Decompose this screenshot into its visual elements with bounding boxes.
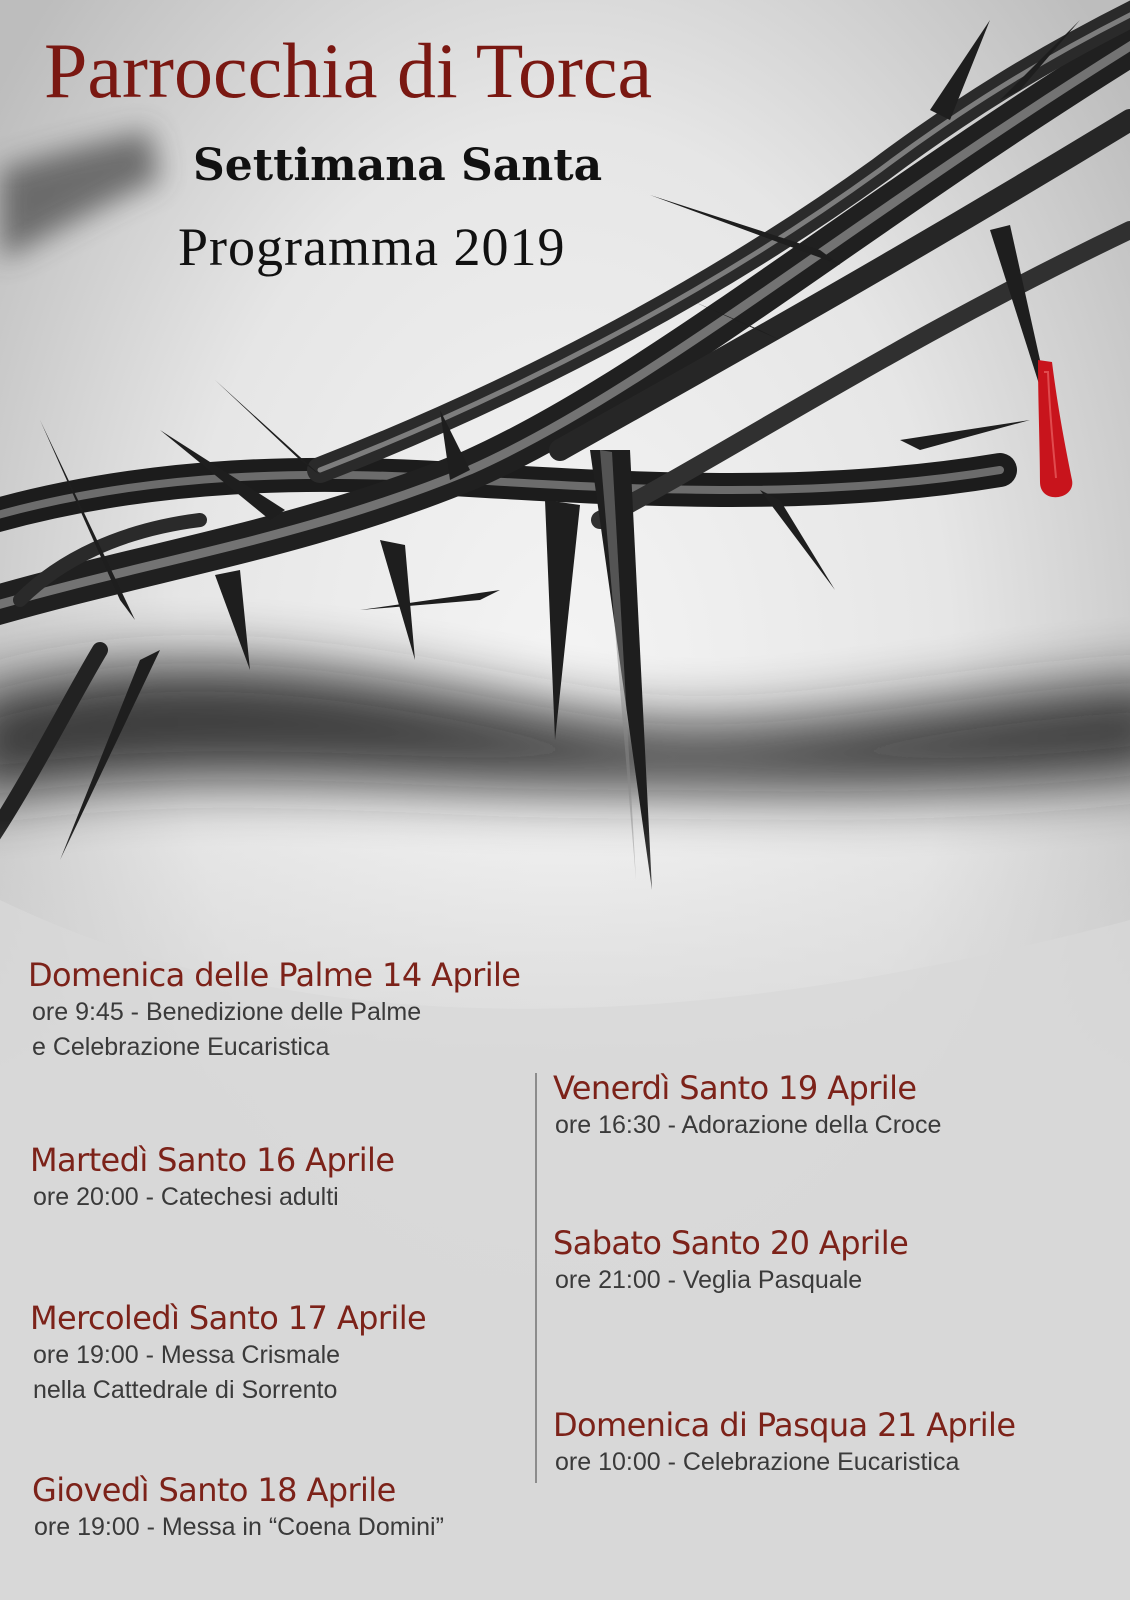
- event-day: Venerdì Santo 19 Aprile: [553, 1069, 917, 1107]
- event-detail: nella Cattedrale di Sorrento: [33, 1376, 338, 1404]
- event-detail: ore 9:45 - Benedizione delle Palme: [32, 998, 422, 1026]
- event-holy-tuesday: [30, 1140, 394, 1215]
- event-detail: ore 10:00 - Celebrazione Eucaristica: [555, 1448, 960, 1476]
- event-holy-wednesday: [30, 1298, 426, 1408]
- event-holy-saturday: [553, 1223, 908, 1298]
- event-day: Mercoledì Santo 17 Aprile: [30, 1299, 427, 1337]
- event-day: Sabato Santo 20 Aprile: [553, 1224, 909, 1262]
- event-detail: ore 16:30 - Adorazione della Croce: [555, 1111, 942, 1139]
- event-palm-sunday: [28, 955, 520, 1065]
- event-detail: ore 19:00 - Messa in “Coena Domini”: [34, 1513, 444, 1541]
- event-detail: e Celebrazione Eucaristica: [32, 1033, 330, 1061]
- column-divider: [535, 1073, 537, 1483]
- event-detail: ore 19:00 - Messa Crismale: [33, 1341, 341, 1369]
- event-day: Giovedì Santo 18 Aprile: [32, 1471, 396, 1509]
- event-day: Domenica delle Palme 14 Aprile: [28, 956, 521, 994]
- event-easter-sunday: [553, 1405, 1015, 1480]
- event-holy-thursday: [32, 1470, 444, 1545]
- page-title: Parrocchia di Torca: [44, 27, 653, 114]
- event-day: Martedì Santo 16 Aprile: [30, 1141, 395, 1179]
- event-detail: ore 21:00 - Veglia Pasquale: [555, 1266, 863, 1294]
- event-detail: ore 20:00 - Catechesi adulti: [33, 1183, 339, 1211]
- program-year: Programma 2019: [178, 217, 566, 277]
- event-day: Domenica di Pasqua 21 Aprile: [553, 1406, 1016, 1444]
- subtitle: Settimana Santa: [193, 140, 603, 191]
- event-good-friday: [553, 1068, 941, 1143]
